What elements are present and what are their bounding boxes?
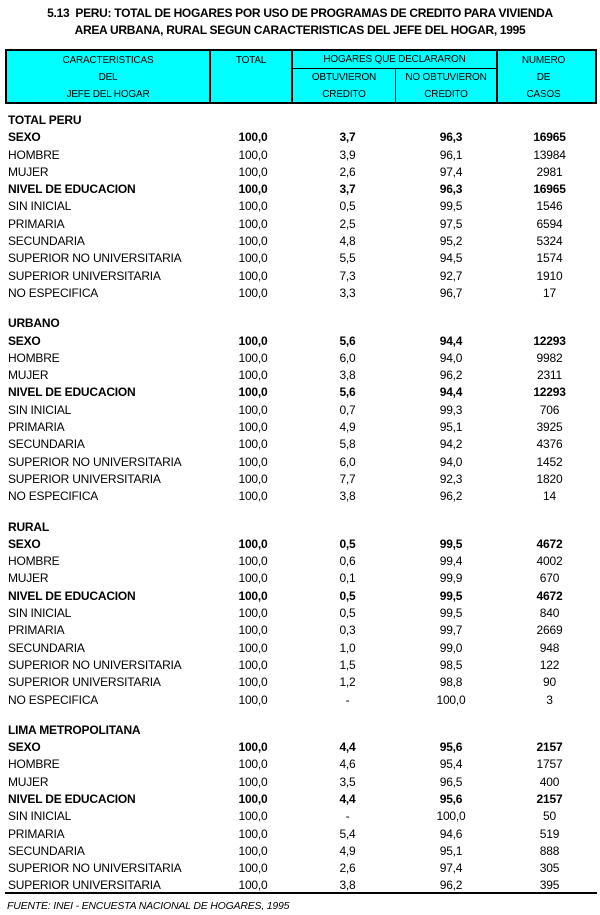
title-line-2: AREA URBANA, RURAL SEGUN CARACTERISTICAS DEL JEFE DEL HOGAR, 1995 [74, 22, 526, 37]
cell-total: 100,0 [238, 692, 268, 707]
cell-obtuvieron-credito: 1,2 [339, 675, 356, 690]
row-label: SIN INICIAL [8, 809, 72, 824]
cell-numero-de-casos: 6594 [536, 216, 563, 231]
cell-no-obtuvieron-credito: 99,4 [439, 554, 463, 569]
section-gap [0, 302, 600, 315]
row-label: HOMBRE [8, 757, 60, 772]
section-title-label: TOTAL PERU [8, 113, 82, 127]
cell-obtuvieron-credito: 3,8 [339, 878, 356, 893]
cell-no-obtuvieron-credito: 96,3 [439, 130, 463, 145]
section-header-row [0, 722, 600, 739]
header-line: CARACTERISTICAS [62, 55, 154, 66]
header-numero-casos [498, 51, 589, 102]
cell-total: 100,0 [238, 809, 268, 824]
header-line: OBTUVIERON [311, 72, 377, 83]
cell-total: 100,0 [238, 757, 268, 772]
cell-no-obtuvieron-credito: 96,7 [439, 285, 463, 300]
cell-no-obtuvieron-credito: 99,3 [439, 402, 463, 417]
cell-total: 100,0 [238, 285, 268, 300]
row-label: SEXO [8, 740, 41, 755]
cell-numero-de-casos: 305 [539, 861, 560, 876]
table-row [0, 181, 600, 198]
cell-no-obtuvieron-credito: 97,4 [439, 164, 463, 179]
header-total [211, 51, 293, 102]
table-row [0, 333, 600, 350]
cell-no-obtuvieron-credito: 94,4 [439, 333, 463, 348]
row-label: NO ESPECIFICA [8, 489, 99, 504]
section-header-row [0, 112, 600, 129]
cell-numero-de-casos: 1452 [536, 454, 563, 469]
header-line: NUMERO [521, 55, 566, 66]
cell-no-obtuvieron-credito: 92,3 [439, 471, 463, 486]
cell-numero-de-casos: 16965 [533, 182, 566, 197]
cell-obtuvieron-credito: 4,9 [339, 420, 356, 435]
section-header-row [0, 519, 600, 536]
cell-numero-de-casos: 5324 [536, 234, 563, 249]
cell-total: 100,0 [238, 554, 268, 569]
cell-no-obtuvieron-credito: 95,1 [439, 420, 463, 435]
header-caracteristicas [7, 51, 211, 102]
cell-numero-de-casos: 12293 [533, 385, 566, 400]
row-label: SECUNDARIA [8, 437, 85, 452]
header-line: CREDITO [322, 89, 366, 100]
row-label: SIN INICIAL [8, 402, 72, 417]
cell-obtuvieron-credito: 7,3 [339, 268, 356, 283]
header-declararon-group [293, 51, 498, 102]
table-row [0, 640, 600, 657]
cell-obtuvieron-credito: 4,9 [339, 843, 356, 858]
cell-numero-de-casos: 948 [539, 640, 560, 655]
section-title-label: RURAL [8, 519, 49, 534]
cell-obtuvieron-credito: 5,6 [339, 385, 356, 400]
cell-numero-de-casos: 400 [539, 774, 560, 789]
cell-obtuvieron-credito: 0,1 [339, 571, 356, 586]
cell-obtuvieron-credito: 3,7 [339, 182, 356, 197]
cell-no-obtuvieron-credito: 97,5 [439, 216, 463, 231]
row-label: PRIMARIA [8, 826, 65, 841]
cell-total: 100,0 [238, 843, 268, 858]
cell-no-obtuvieron-credito: 96,5 [439, 774, 463, 789]
row-label: SEXO [8, 536, 41, 551]
cell-obtuvieron-credito: 3,8 [339, 489, 356, 504]
cell-obtuvieron-credito: 2,6 [339, 164, 356, 179]
cell-total: 100,0 [238, 385, 268, 400]
cell-no-obtuvieron-credito: 99,5 [439, 199, 463, 214]
cell-numero-de-casos: 4002 [536, 554, 563, 569]
cell-no-obtuvieron-credito: 96,2 [439, 368, 463, 383]
cell-numero-de-casos: 670 [539, 571, 560, 586]
cell-obtuvieron-credito: 0,5 [339, 588, 356, 603]
table-row [0, 436, 600, 453]
cell-total: 100,0 [238, 251, 268, 266]
row-label: HOMBRE [8, 554, 60, 569]
cell-total: 100,0 [238, 454, 268, 469]
cell-numero-de-casos: 2157 [536, 791, 563, 806]
row-label: SECUNDARIA [8, 843, 85, 858]
cell-obtuvieron-credito: 0,7 [339, 402, 356, 417]
cell-numero-de-casos: 1757 [536, 757, 563, 772]
table-row [0, 774, 600, 791]
cell-numero-de-casos: 90 [543, 675, 556, 690]
table-row [0, 536, 600, 553]
table-row [0, 164, 600, 181]
cell-total: 100,0 [238, 740, 268, 755]
row-label: MUJER [8, 368, 49, 383]
cell-total: 100,0 [238, 333, 268, 348]
cell-no-obtuvieron-credito: 96,3 [439, 182, 463, 197]
cell-obtuvieron-credito: 3,3 [339, 285, 356, 300]
cell-numero-de-casos: 2981 [536, 164, 563, 179]
cell-no-obtuvieron-credito: 99,5 [439, 536, 463, 551]
cell-no-obtuvieron-credito: 100,0 [436, 692, 466, 707]
cell-numero-de-casos: 2311 [536, 368, 562, 383]
section-gap [0, 709, 600, 722]
cell-numero-de-casos: 395 [539, 878, 560, 893]
table-row [0, 419, 600, 436]
cell-no-obtuvieron-credito: 99,7 [439, 623, 463, 638]
cell-total: 100,0 [238, 489, 268, 504]
table-row [0, 402, 600, 419]
cell-numero-de-casos: 3 [546, 692, 553, 707]
cell-obtuvieron-credito: 6,0 [339, 350, 356, 365]
cell-numero-de-casos: 4672 [536, 588, 563, 603]
cell-no-obtuvieron-credito: 99,0 [439, 640, 463, 655]
header-line: JEFE DEL HOGAR [66, 89, 150, 100]
cell-no-obtuvieron-credito: 98,5 [439, 657, 463, 672]
cell-obtuvieron-credito: 0,6 [339, 554, 356, 569]
row-label: SUPERIOR NO UNIVERSITARIA [8, 657, 182, 672]
cell-obtuvieron-credito: 6,0 [339, 454, 356, 469]
table-row [0, 384, 600, 401]
cell-no-obtuvieron-credito: 94,0 [439, 454, 463, 469]
row-label: NIVEL DE EDUCACION [8, 588, 136, 603]
cell-numero-de-casos: 1574 [536, 251, 563, 266]
table-row [0, 129, 600, 146]
cell-no-obtuvieron-credito: 95,6 [439, 740, 463, 755]
cell-numero-de-casos: 4376 [536, 437, 563, 452]
row-label: SUPERIOR NO UNIVERSITARIA [8, 861, 182, 876]
cell-obtuvieron-credito: 5,6 [339, 333, 356, 348]
header-line: CASOS [526, 89, 561, 100]
cell-no-obtuvieron-credito: 99,5 [439, 588, 463, 603]
row-label: PRIMARIA [8, 216, 65, 231]
row-label: SIN INICIAL [8, 199, 72, 214]
row-label: SUPERIOR UNIVERSITARIA [8, 471, 161, 486]
cell-obtuvieron-credito: 5,5 [339, 251, 356, 266]
cell-total: 100,0 [238, 606, 268, 621]
cell-no-obtuvieron-credito: 94,5 [439, 251, 463, 266]
cell-numero-de-casos: 13984 [533, 147, 566, 162]
cell-obtuvieron-credito: 4,6 [339, 757, 356, 772]
table-row [0, 250, 600, 267]
cell-total: 100,0 [238, 420, 268, 435]
cell-total: 100,0 [238, 368, 268, 383]
table-row [0, 367, 600, 384]
cell-obtuvieron-credito: 3,8 [339, 368, 356, 383]
header-line: NO OBTUVIERON [405, 72, 487, 83]
header-line: DE [536, 72, 551, 83]
cell-obtuvieron-credito: 4,4 [339, 740, 356, 755]
cell-no-obtuvieron-credito: 95,2 [439, 234, 463, 249]
row-label: NO ESPECIFICA [8, 692, 99, 707]
cell-total: 100,0 [238, 130, 268, 145]
row-label: SIN INICIAL [8, 606, 72, 621]
table-row [0, 756, 600, 773]
cell-obtuvieron-credito: 2,5 [339, 216, 356, 231]
table-row [0, 692, 600, 709]
table-row [0, 674, 600, 691]
cell-obtuvieron-credito: 0,3 [339, 623, 356, 638]
table-row [0, 622, 600, 639]
cell-no-obtuvieron-credito: 92,7 [439, 268, 463, 283]
row-label: SUPERIOR UNIVERSITARIA [8, 675, 161, 690]
row-label: NIVEL DE EDUCACION [8, 385, 136, 400]
table-header [5, 49, 597, 104]
table-row [0, 588, 600, 605]
cell-no-obtuvieron-credito: 97,4 [439, 861, 463, 876]
cell-no-obtuvieron-credito: 94,6 [439, 826, 463, 841]
header-declararon-subrow [293, 69, 496, 103]
cell-obtuvieron-credito: 1,0 [339, 640, 356, 655]
table-row [0, 216, 600, 233]
cell-total: 100,0 [238, 350, 268, 365]
cell-obtuvieron-credito: 5,8 [339, 437, 356, 452]
row-label: PRIMARIA [8, 420, 65, 435]
cell-total: 100,0 [238, 861, 268, 876]
cell-numero-de-casos: 50 [543, 809, 556, 824]
cell-total: 100,0 [238, 826, 268, 841]
cell-numero-de-casos: 1546 [536, 199, 563, 214]
table-row [0, 570, 600, 587]
row-label: SUPERIOR UNIVERSITARIA [8, 878, 161, 893]
cell-total: 100,0 [238, 216, 268, 231]
source-note: FUENTE: INEI - ENCUESTA NACIONAL DE HOGARES, 1995 [7, 900, 290, 912]
cell-obtuvieron-credito: 0,5 [339, 606, 356, 621]
section-header-row [0, 315, 600, 332]
cell-total: 100,0 [238, 471, 268, 486]
header-line: DEL [98, 72, 118, 83]
table-row [0, 657, 600, 674]
table-row [0, 147, 600, 164]
cell-numero-de-casos: 17 [543, 285, 556, 300]
cell-numero-de-casos: 1820 [536, 471, 563, 486]
cell-numero-de-casos: 122 [539, 657, 560, 672]
cell-total: 100,0 [238, 791, 268, 806]
cell-numero-de-casos: 9982 [536, 350, 563, 365]
row-label: HOMBRE [8, 350, 60, 365]
cell-no-obtuvieron-credito: 96,2 [439, 878, 463, 893]
cell-total: 100,0 [238, 199, 268, 214]
row-label: SECUNDARIA [8, 640, 85, 655]
cell-no-obtuvieron-credito: 94,2 [439, 437, 463, 452]
cell-obtuvieron-credito: 4,4 [339, 791, 356, 806]
cell-total: 100,0 [238, 402, 268, 417]
section-title-label: LIMA METROPOLITANA [8, 722, 141, 737]
cell-no-obtuvieron-credito: 96,1 [439, 147, 463, 162]
row-label: HOMBRE [8, 147, 60, 162]
cell-obtuvieron-credito: 7,7 [339, 471, 356, 486]
cell-numero-de-casos: 706 [539, 402, 560, 417]
cell-obtuvieron-credito: 3,7 [339, 130, 356, 145]
row-label: MUJER [8, 774, 49, 789]
table-row [0, 826, 600, 843]
cell-obtuvieron-credito: - [345, 809, 350, 824]
table-row [0, 791, 600, 808]
table-row [0, 843, 600, 860]
cell-no-obtuvieron-credito: 96,2 [439, 489, 463, 504]
table-row [0, 233, 600, 250]
cell-total: 100,0 [238, 164, 268, 179]
cell-numero-de-casos: 3925 [536, 420, 563, 435]
row-label: NIVEL DE EDUCACION [8, 182, 136, 197]
cell-no-obtuvieron-credito: 100,0 [436, 809, 466, 824]
cell-total: 100,0 [238, 536, 268, 551]
cell-no-obtuvieron-credito: 98,8 [439, 675, 463, 690]
cell-numero-de-casos: 4672 [536, 536, 563, 551]
row-label: NO ESPECIFICA [8, 285, 99, 300]
header-obtuvieron [293, 69, 395, 103]
table-row [0, 350, 600, 367]
cell-no-obtuvieron-credito: 95,6 [439, 791, 463, 806]
cell-total: 100,0 [238, 234, 268, 249]
row-label: SUPERIOR NO UNIVERSITARIA [8, 251, 182, 266]
cell-total: 100,0 [238, 268, 268, 283]
cell-numero-de-casos: 1910 [536, 268, 563, 283]
cell-numero-de-casos: 12293 [533, 333, 566, 348]
cell-obtuvieron-credito: 1,5 [339, 657, 356, 672]
cell-numero-de-casos: 16965 [533, 130, 566, 145]
table-title [0, 5, 600, 38]
cell-numero-de-casos: 840 [539, 606, 560, 621]
row-label: MUJER [8, 164, 49, 179]
cell-numero-de-casos: 14 [543, 489, 556, 504]
cell-total: 100,0 [238, 657, 268, 672]
header-line: CREDITO [424, 89, 468, 100]
table-row [0, 488, 600, 505]
table-row [0, 268, 600, 285]
cell-total: 100,0 [238, 623, 268, 638]
table-row [0, 739, 600, 756]
cell-total: 100,0 [238, 571, 268, 586]
row-label: SUPERIOR NO UNIVERSITARIA [8, 454, 182, 469]
header-no-obtuvieron [395, 69, 496, 103]
cell-obtuvieron-credito: 5,4 [339, 826, 356, 841]
table-row [0, 285, 600, 302]
table-row [0, 454, 600, 471]
row-label: NIVEL DE EDUCACION [8, 791, 136, 806]
section-gap [0, 506, 600, 519]
row-label: SECUNDARIA [8, 234, 85, 249]
footer-rule [5, 892, 597, 894]
table-body [0, 103, 600, 895]
cell-total: 100,0 [238, 878, 268, 893]
cell-no-obtuvieron-credito: 94,4 [439, 385, 463, 400]
cell-obtuvieron-credito: 2,6 [339, 861, 356, 876]
cell-no-obtuvieron-credito: 95,4 [439, 757, 463, 772]
cell-obtuvieron-credito: 0,5 [339, 199, 356, 214]
cell-no-obtuvieron-credito: 95,1 [439, 843, 463, 858]
cell-obtuvieron-credito: 4,8 [339, 234, 356, 249]
table-row [0, 605, 600, 622]
section-title-label: URBANO [8, 316, 60, 331]
cell-total: 100,0 [238, 774, 268, 789]
cell-obtuvieron-credito: 3,9 [339, 147, 356, 162]
row-label: PRIMARIA [8, 623, 65, 638]
table-row [0, 808, 600, 825]
table-row [0, 471, 600, 488]
header-declararon: HOGARES QUE DECLARARON [293, 51, 496, 69]
cell-obtuvieron-credito: 0,5 [339, 536, 356, 551]
row-label: MUJER [8, 571, 49, 586]
cell-no-obtuvieron-credito: 94,0 [439, 350, 463, 365]
cell-numero-de-casos: 519 [539, 826, 560, 841]
cell-total: 100,0 [238, 182, 268, 197]
table-row [0, 553, 600, 570]
header-line: TOTAL [235, 55, 267, 66]
cell-obtuvieron-credito: - [345, 692, 350, 707]
cell-total: 100,0 [238, 588, 268, 603]
cell-no-obtuvieron-credito: 99,9 [439, 571, 463, 586]
cell-numero-de-casos: 2157 [536, 740, 563, 755]
row-label: SEXO [8, 333, 41, 348]
row-label: SEXO [8, 130, 41, 145]
table-row [0, 860, 600, 877]
cell-no-obtuvieron-credito: 99,5 [439, 606, 463, 621]
cell-total: 100,0 [238, 675, 268, 690]
cell-numero-de-casos: 2669 [536, 623, 563, 638]
row-label: SUPERIOR UNIVERSITARIA [8, 268, 161, 283]
cell-obtuvieron-credito: 3,5 [339, 774, 356, 789]
cell-total: 100,0 [238, 147, 268, 162]
table-row [0, 198, 600, 215]
cell-numero-de-casos: 888 [539, 843, 560, 858]
title-line-1: 5.13 PERU: TOTAL DE HOGARES POR USO DE PROGRAMAS DE CREDITO PARA VIVIENDA [47, 6, 553, 20]
cell-total: 100,0 [238, 640, 268, 655]
cell-total: 100,0 [238, 437, 268, 452]
